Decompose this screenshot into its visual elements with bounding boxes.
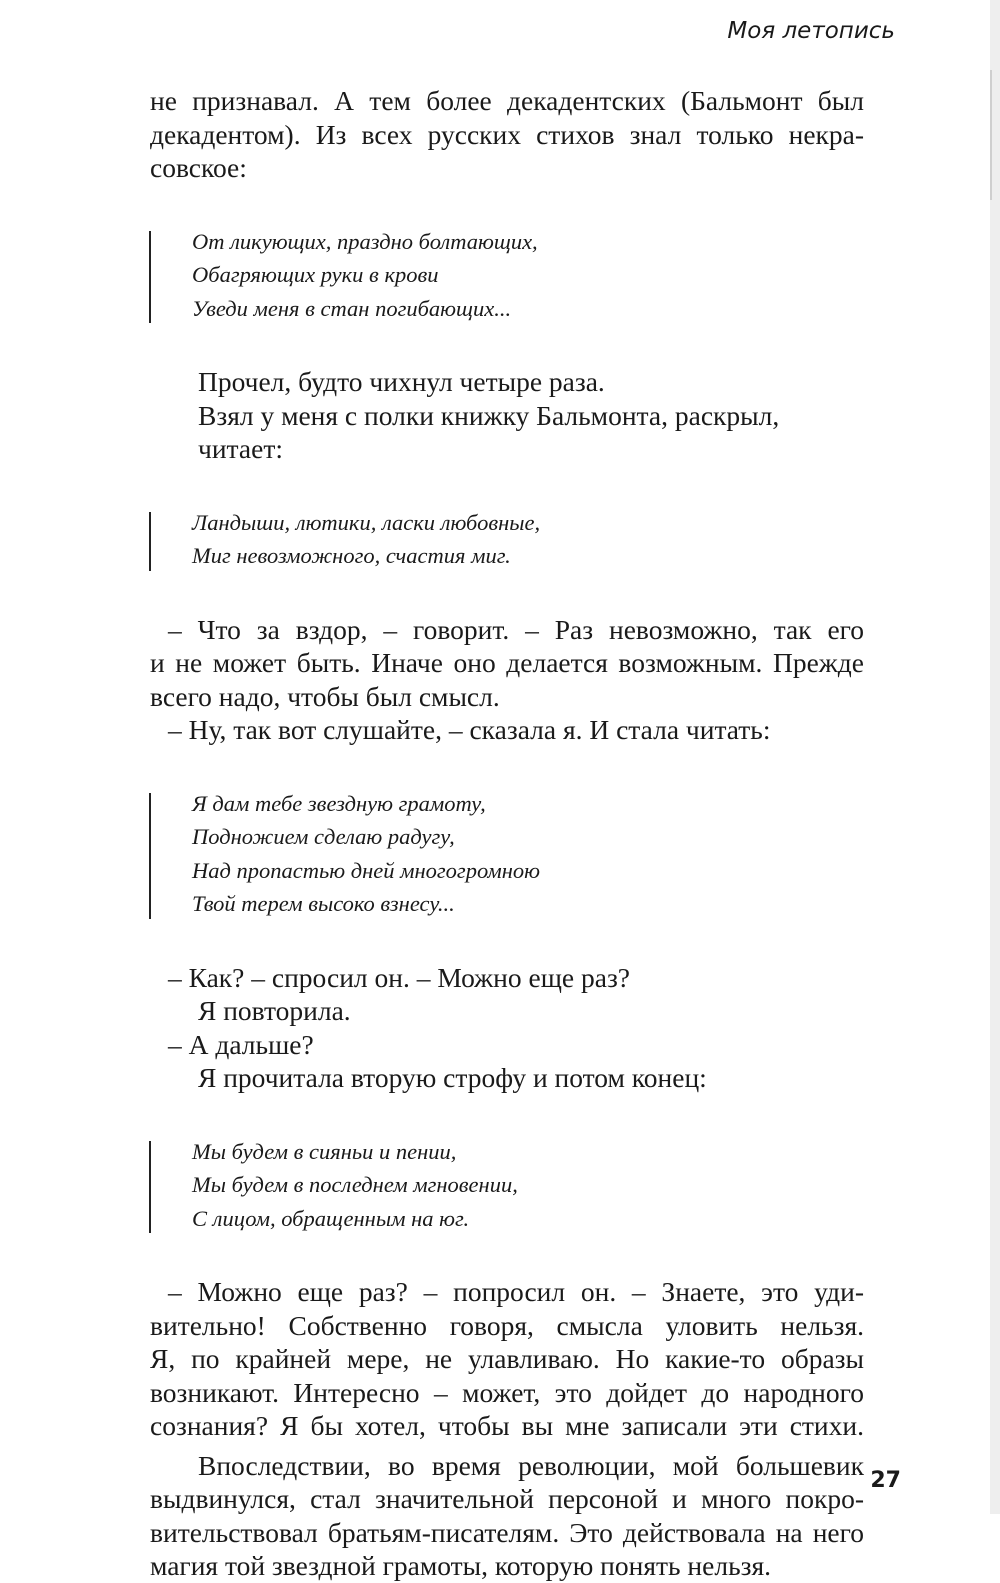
narration-after-poem-1 bbox=[150, 365, 864, 466]
poem-quote-2 bbox=[150, 506, 864, 573]
poem-quote-4 bbox=[150, 1135, 864, 1236]
text-line: Я, по крайней мере, не улавливаю. Но какие-то образы bbox=[150, 1343, 864, 1374]
text-line: Впоследствии, во время революции, мой большевик bbox=[198, 1449, 864, 1481]
poem-line: Я дам тебе звездную грамоту, bbox=[192, 790, 486, 816]
poem-line: Миг невозможного, счастия миг. bbox=[192, 543, 511, 568]
poem-line: Обагряющих руки в крови bbox=[192, 262, 439, 287]
poem-quote-1 bbox=[150, 225, 864, 326]
poem-line: Мы будем в последнем мгновении, bbox=[192, 1172, 518, 1197]
text-line: – А дальше? bbox=[168, 1028, 314, 1060]
text-line: совское: bbox=[150, 152, 247, 183]
poem-line: Твой терем высоко взнесу... bbox=[192, 891, 455, 916]
text-line: Прочел, будто чихнул четыре раза. bbox=[198, 366, 605, 397]
text-line: – Ну, так вот слушайте, – сказала я. И стала читать: bbox=[168, 714, 771, 745]
poem-line: Над пропастью дней многогромною bbox=[192, 857, 540, 883]
poem-line: С лицом, обращенным на юг. bbox=[192, 1205, 470, 1231]
text-line: всего надо, чтобы был смысл. bbox=[150, 680, 500, 712]
page-number: 27 bbox=[870, 1468, 901, 1493]
text-line: декадентом). Из всех русских стихов знал только некра- bbox=[150, 118, 864, 150]
dialog-paragraph-1 bbox=[150, 613, 864, 747]
poem-line: Мы будем в сияньи и пении, bbox=[192, 1138, 457, 1164]
text-line: вительствовал братьям-писателям. Это действовала на него bbox=[150, 1516, 864, 1548]
text-line: Взял у меня с полки книжку Бальмонта, раскрыл, читает: bbox=[198, 399, 780, 464]
running-header: Моя летопись bbox=[727, 18, 895, 44]
text-line: магия той звездной грамоты, которую понять нельзя. bbox=[150, 1550, 772, 1581]
text-line: Я повторила. bbox=[198, 995, 351, 1026]
text-line: и не может быть. Иначе оно делается возможным. Прежде bbox=[150, 647, 864, 678]
page-body bbox=[150, 84, 864, 1583]
text-line: – Можно еще раз? – попросил он. – Знаете, это уди- bbox=[168, 1276, 864, 1307]
poem-line: Ландыши, лютики, ласки любовные, bbox=[192, 509, 541, 535]
page-gutter-edge bbox=[990, 0, 1000, 1514]
dialog-paragraph-3 bbox=[150, 1275, 864, 1443]
text-line: – Что за вздор, – говорит. – Раз невозможно, так его bbox=[168, 613, 864, 645]
dialog-paragraph-2 bbox=[150, 961, 864, 1095]
text-line: не признавал. А тем более декадентских (Бальмонт был bbox=[150, 85, 864, 116]
text-line: вительно! Собственно говоря, смысла уловить нельзя. bbox=[150, 1309, 864, 1341]
text-line: – Как? – спросил он. – Можно еще раз? bbox=[168, 961, 631, 993]
text-line: Я прочитала вторую строфу и потом конец: bbox=[198, 1062, 707, 1093]
poem-line: Уведи меня в стан погибающих... bbox=[192, 295, 512, 321]
closing-paragraph bbox=[150, 1449, 864, 1583]
poem-line: От ликующих, праздно болтающих, bbox=[192, 228, 538, 254]
poem-line: Подножием сделаю радугу, bbox=[192, 824, 455, 849]
intro-paragraph bbox=[150, 84, 864, 185]
text-line: сознания? Я бы хотел, чтобы вы мне записали эти стихи. bbox=[150, 1410, 864, 1441]
poem-quote-3 bbox=[150, 787, 864, 921]
text-line: возникают. Интересно – может, это дойдет до народного bbox=[150, 1376, 864, 1408]
text-line: выдвинулся, стал значительной персоной и много покро- bbox=[150, 1483, 864, 1514]
